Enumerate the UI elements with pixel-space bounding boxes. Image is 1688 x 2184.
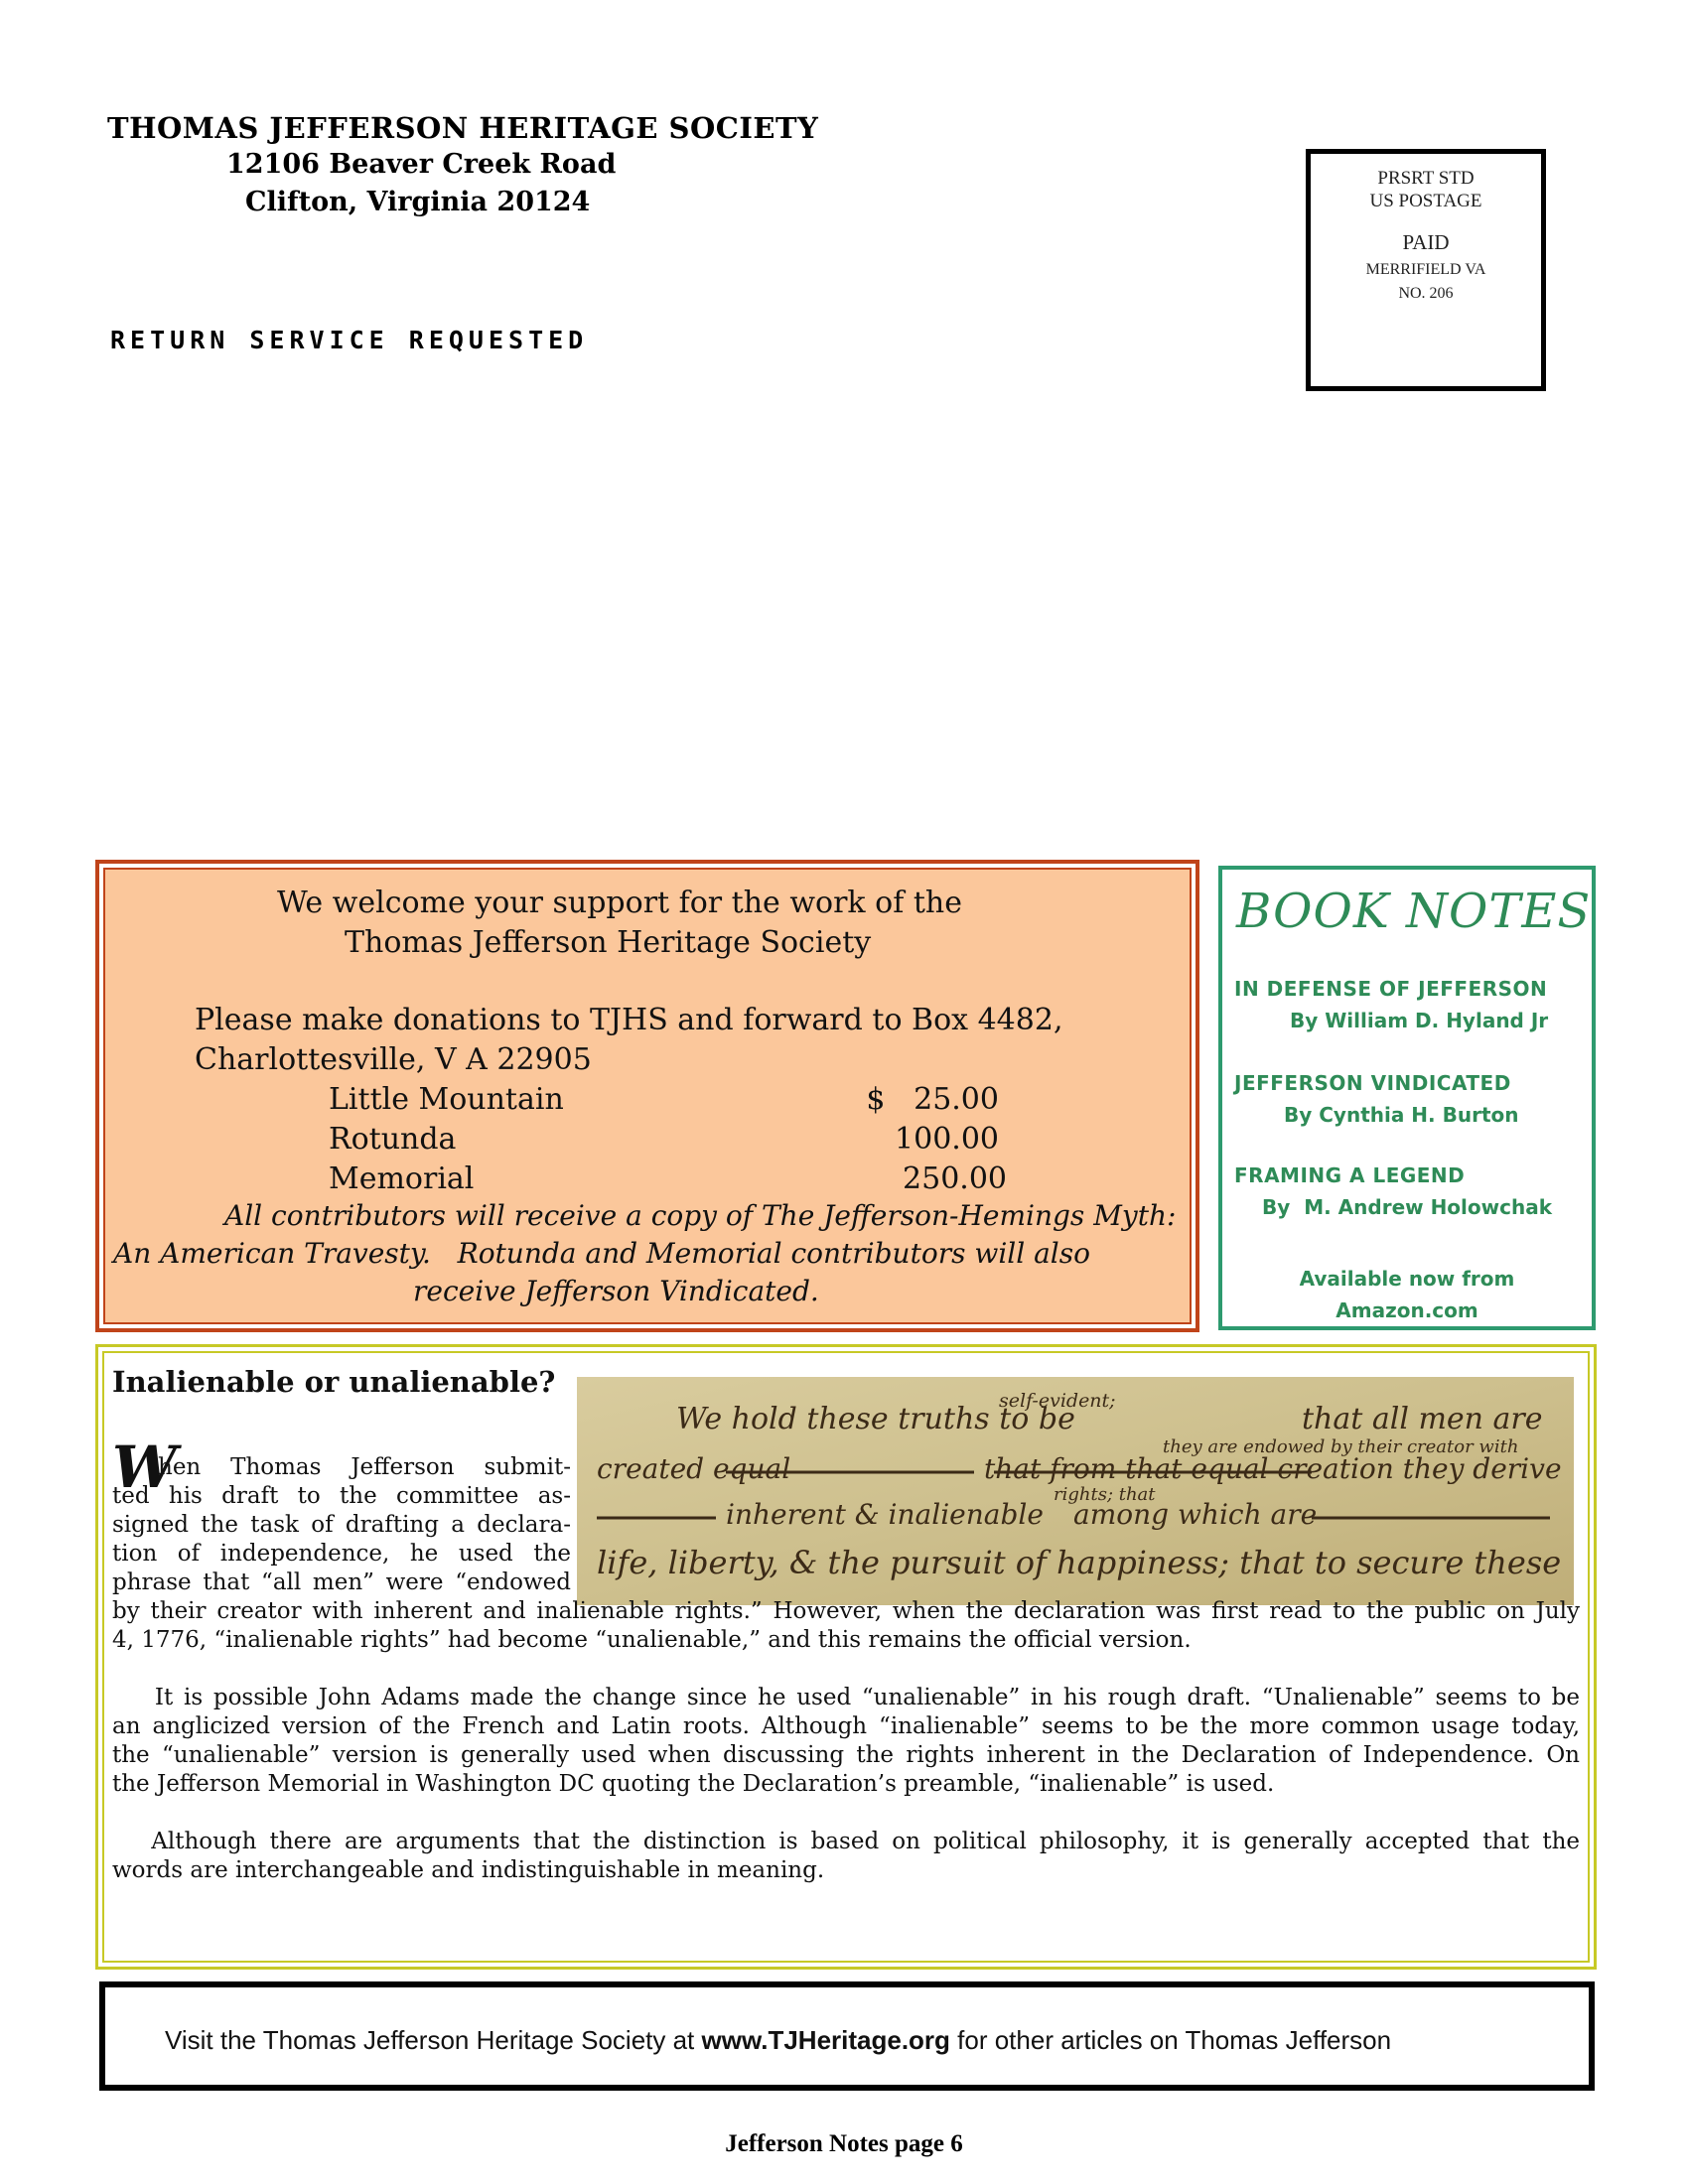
book-title: JEFFERSON VINDICATED <box>1234 1071 1511 1095</box>
manuscript-line4: life, liberty, & the pursuit of happiness; that to secure these <box>597 1544 1562 1581</box>
page-number-footer: Jefferson Notes page 6 <box>725 2130 963 2157</box>
manuscript-line2-end: that from that equal creation they derive <box>984 1452 1562 1485</box>
article-paragraph3-line: Although there are arguments that the distinction is based on political philosophy, it is generally accepted that the <box>112 1829 1580 1854</box>
tier-amount: 100.00 <box>895 1122 999 1157</box>
article-paragraph2-line: It is possible John Adams made the change since he used “unalienable” in his rough draft. “Unalienable” seems to be <box>112 1685 1580 1710</box>
org-city-state-zip: Clifton, Virginia 20124 <box>245 187 591 217</box>
tier-amount: $ 25.00 <box>866 1082 999 1117</box>
article-paragraph1-line: by their creator with inherent and inalienable rights.” However, when the declaration was first read to the public on July <box>112 1598 1580 1624</box>
article-paragraph2-line: the “unalienable” version is generally used when discussing the rights inherent in the Declaration of Independence. On <box>112 1742 1580 1768</box>
return-service-requested: RETURN SERVICE REQUESTED <box>110 326 589 354</box>
donation-panel <box>103 868 1192 1324</box>
postage-class: PRSRT STD <box>1377 168 1475 189</box>
book-notes-box <box>1218 866 1596 1330</box>
manuscript-line2-insert: they are endowed by their creator with <box>1163 1436 1519 1457</box>
book-title: FRAMING A LEGEND <box>1234 1163 1466 1187</box>
article-title: Inalienable or unalienable? <box>112 1365 556 1399</box>
donation-instructions-line2: Charlottesville, V A 22905 <box>195 1042 592 1077</box>
tier-name: Rotunda <box>329 1122 457 1157</box>
article-paragraph1-last-line: 4, 1776, “inalienable rights” had become “unalienable,” and this remains the official version. <box>112 1627 1192 1653</box>
postage-permit: NO. 206 <box>1398 285 1454 302</box>
article-panel <box>102 1351 1590 1963</box>
manuscript-line2: created equal <box>597 1452 791 1485</box>
manuscript-line1: We hold these truths to be <box>676 1402 1075 1436</box>
article-column-line: tion of independence, he used the <box>112 1541 571 1567</box>
tier-name: Memorial <box>329 1161 475 1196</box>
visit-website-text <box>165 2025 1391 2056</box>
book-notes-title: BOOK NOTES <box>1236 884 1592 939</box>
org-name: THOMAS JEFFERSON HERITAGE SOCIETY <box>107 111 819 145</box>
tier-name: Little Mountain <box>329 1082 564 1117</box>
book-author: By William D. Hyland Jr <box>1290 1009 1549 1032</box>
article-paragraph2-line: an anglicized version of the French and Latin roots. Although “inalienable” seems to be the more common usage today, <box>112 1713 1580 1739</box>
declaration-manuscript-image <box>577 1377 1574 1605</box>
postage-paid: PAID <box>1402 230 1450 254</box>
manuscript-line1-insert: self-evident; <box>999 1390 1116 1412</box>
manuscript-line3-end: among which are <box>1073 1498 1318 1531</box>
availability-line1: Available now from <box>1299 1267 1515 1291</box>
visit-suffix: for other articles on Thomas Jefferson <box>949 2025 1392 2055</box>
article-column-line: phrase that “all men” were “endowed <box>112 1570 571 1595</box>
visit-website-box <box>99 1981 1595 2091</box>
donation-welcome-line2: Thomas Jefferson Heritage Society <box>345 925 872 960</box>
manuscript-line3-insert: rights; that <box>1054 1484 1156 1505</box>
donation-welcome-line1: We welcome your support for the work of the <box>277 886 962 920</box>
article-box <box>95 1344 1597 1970</box>
postage-indicia <box>1306 149 1546 391</box>
manuscript-line3: inherent & inalienable <box>726 1498 1044 1531</box>
donation-instructions-line1: Please make donations to TJHS and forward to Box 4482, <box>195 1003 1063 1037</box>
postage-city: MERRIFIELD VA <box>1365 261 1486 278</box>
contributor-note-line3: receive Jefferson Vindicated. <box>413 1275 819 1307</box>
postage-us: US POSTAGE <box>1369 191 1482 211</box>
book-author: By M. Andrew Holowchak <box>1262 1195 1553 1219</box>
tier-amount: 250.00 <box>903 1161 1007 1196</box>
article-column-line: hen Thomas Jefferson submit- <box>158 1454 571 1480</box>
book-author: By Cynthia H. Burton <box>1284 1103 1519 1127</box>
org-street-address: 12106 Beaver Creek Road <box>226 149 617 180</box>
book-title: IN DEFENSE OF JEFFERSON <box>1234 977 1548 1001</box>
article-column-line: ted his draft to the committee as- <box>112 1483 571 1509</box>
article-paragraph3-last-line: words are interchangeable and indistinguishable in meaning. <box>112 1857 825 1883</box>
article-paragraph2-last-line: the Jefferson Memorial in Washington DC quoting the Declaration’s preamble, “inalienable” is used. <box>112 1771 1275 1797</box>
visit-prefix: Visit the Thomas Jefferson Heritage Society at <box>165 2025 702 2055</box>
website-link[interactable]: www.TJHeritage.org <box>701 2025 950 2055</box>
availability-line2: Amazon.com <box>1336 1298 1478 1322</box>
drop-cap: W <box>112 1433 178 1501</box>
contributor-note-line1: All contributors will receive a copy of The Jefferson-Hemings Myth: <box>224 1199 1177 1232</box>
donation-box <box>95 860 1199 1332</box>
article-column-line: signed the task of drafting a declara- <box>112 1512 571 1538</box>
contributor-note-line2: An American Travesty. Rotunda and Memorial contributors will also <box>113 1237 1090 1270</box>
manuscript-line1-end: that all men are <box>1302 1402 1543 1436</box>
